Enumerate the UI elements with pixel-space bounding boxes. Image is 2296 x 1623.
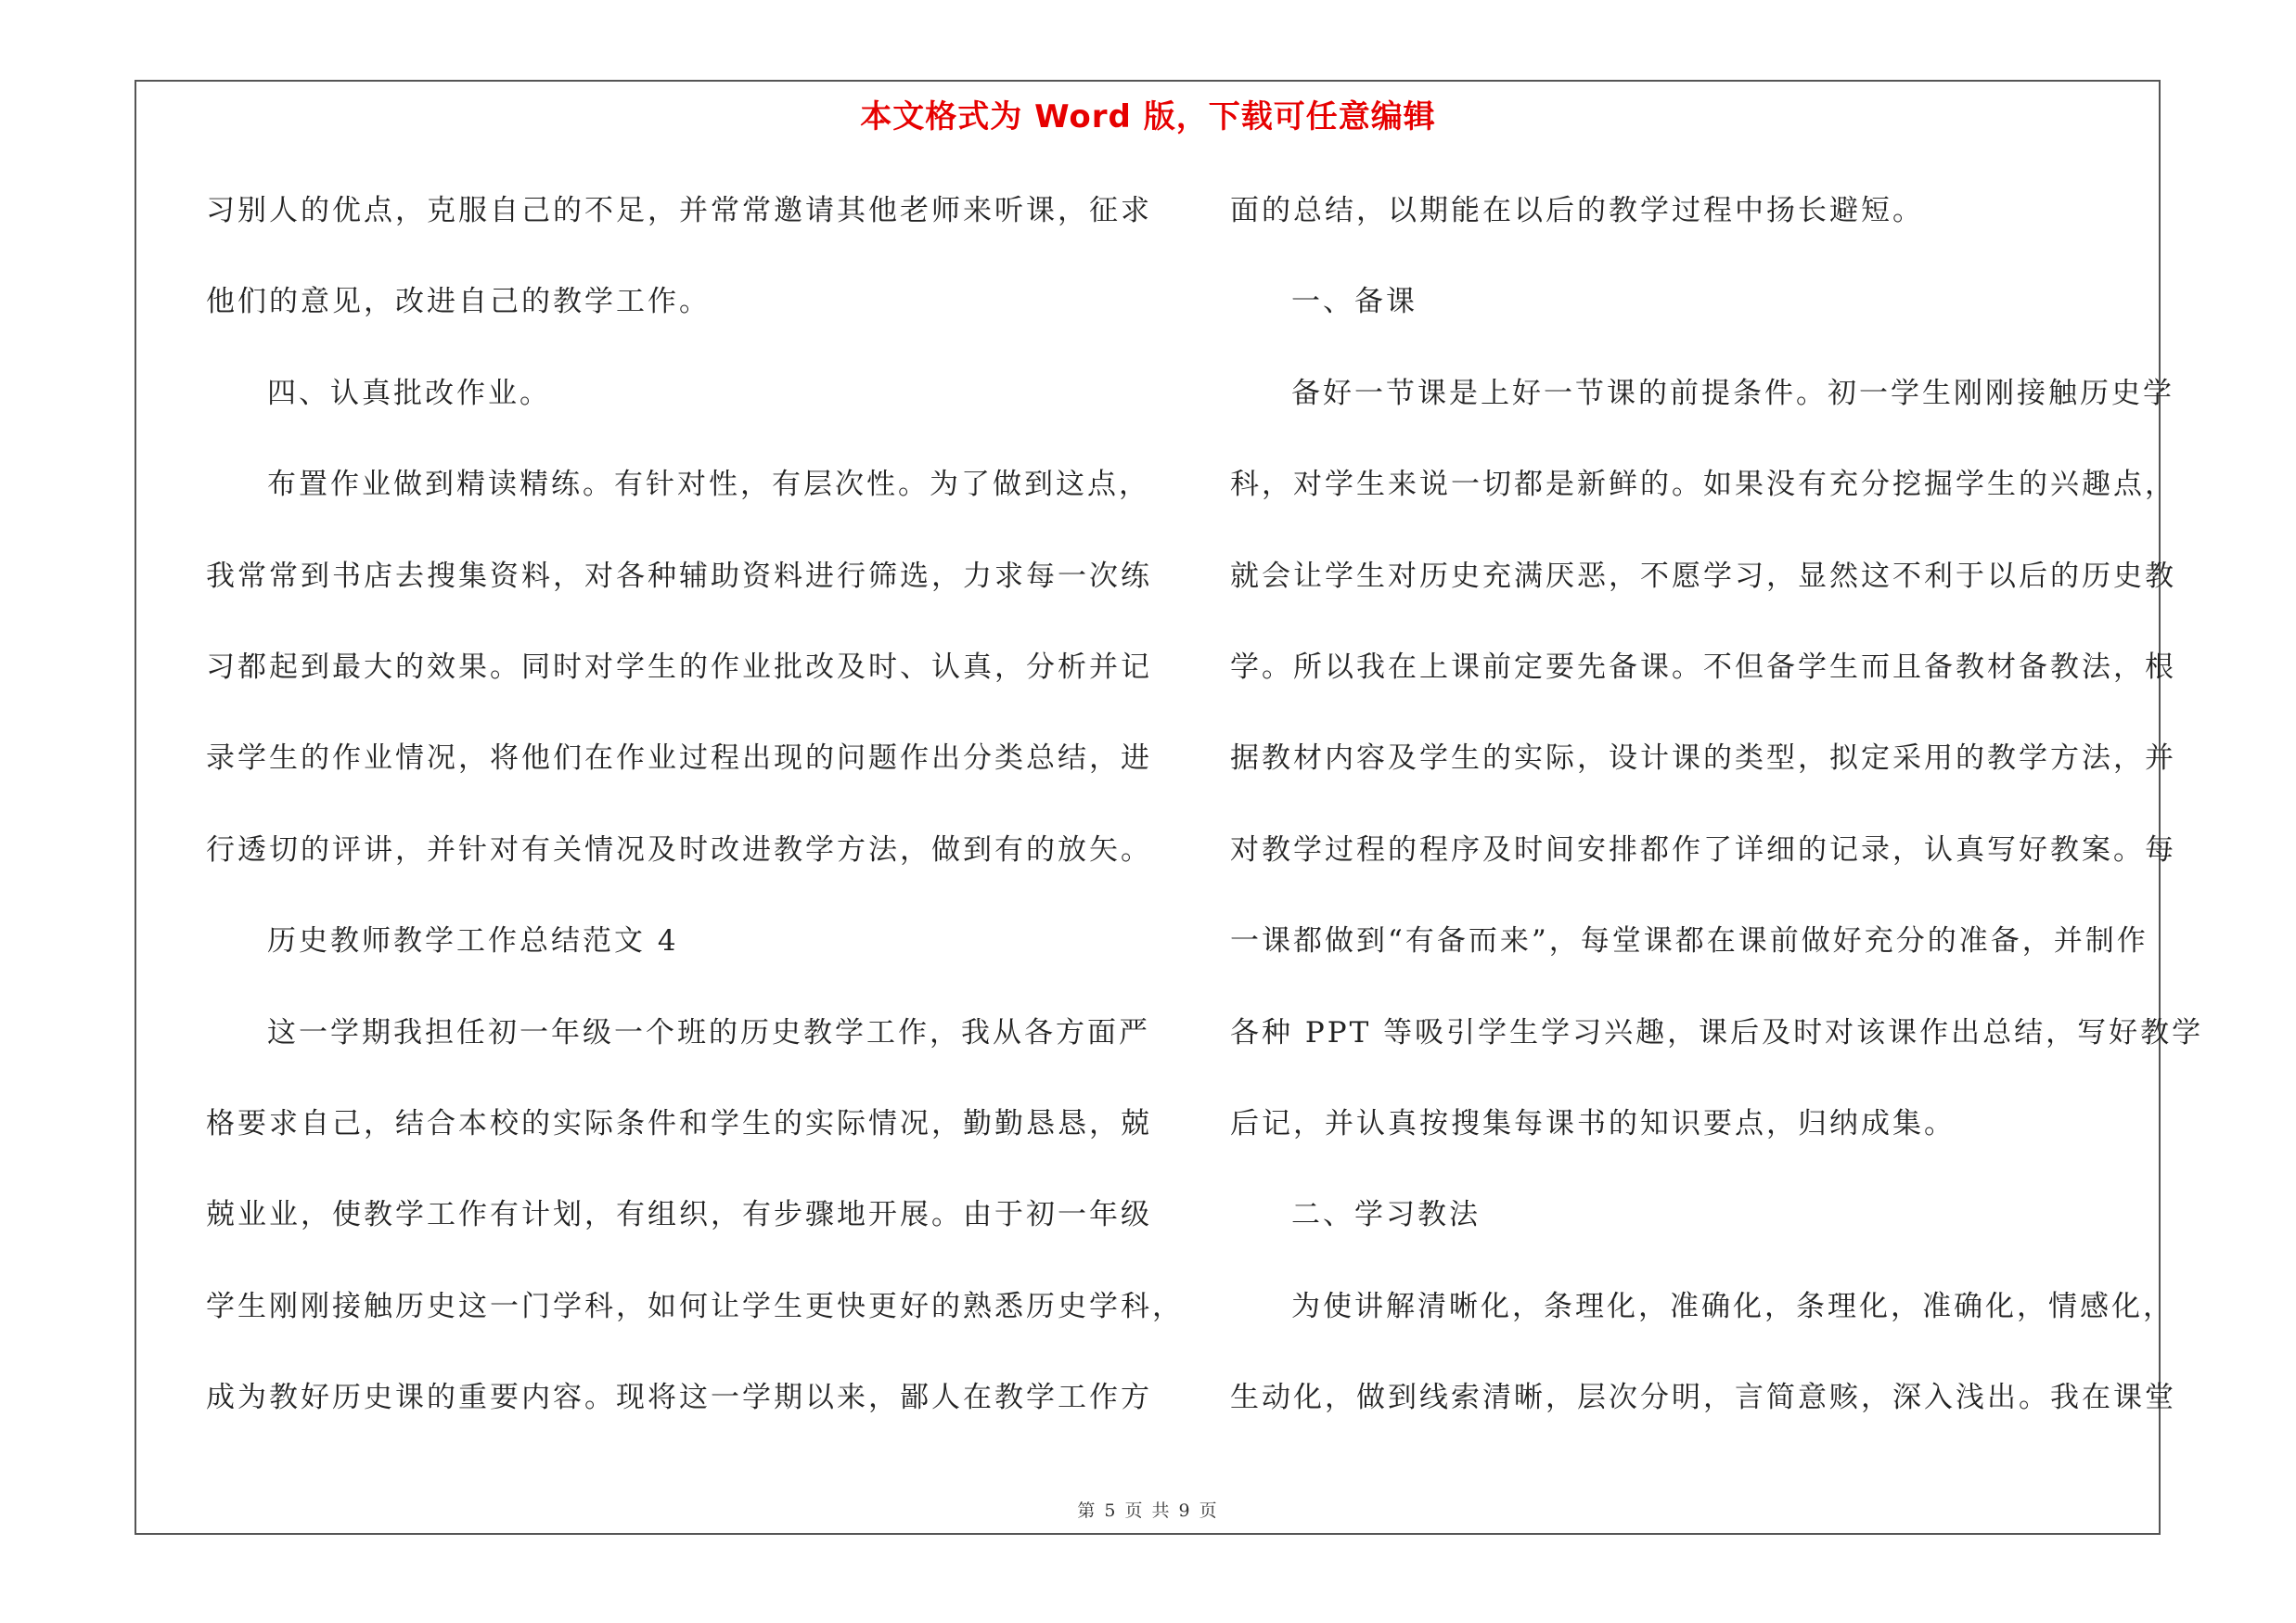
section-heading: 四、认真批改作业。 (267, 376, 551, 410)
paragraph-line: 据教材内容及学生的实际，设计课的类型，拟定采用的教学方法，并 (1230, 741, 2176, 776)
paragraph-line: 我常常到书店去搜集资料，对各种辅助资料进行筛选，力求每一次练 (206, 559, 1152, 593)
paragraph-line: 录学生的作业情况，将他们在作业过程出现的问题作出分类总结，进 (206, 741, 1152, 776)
paragraph-line: 就会让学生对历史充满厌恶，不愿学习，显然这不利于以后的历史教 (1230, 559, 2176, 593)
paragraph-line: 习都起到最大的效果。同时对学生的作业批改及时、认真，分析并记 (206, 650, 1152, 684)
paragraph-line: 后记，并认真按搜集每课书的知识要点，归纳成集。 (1230, 1106, 1956, 1140)
paragraph-line: 成为教好历史课的重要内容。现将这一学期以来，鄙人在教学工作方 (206, 1381, 1152, 1415)
paragraph-line: 格要求自己，结合本校的实际条件和学生的实际情况，勤勤恳恳，兢 (206, 1106, 1152, 1140)
right-text-column (1230, 181, 2204, 1459)
paragraph-line: 科，对学生来说一切都是新鲜的。如果没有充分挖掘学生的兴趣点， (1230, 468, 2176, 502)
paragraph-line: 行透切的评讲，并针对有关情况及时改进教学方法，做到有的放矢。 (206, 832, 1152, 867)
section-heading: 二、学习教法 (1291, 1198, 1481, 1232)
paragraph-line: 生动化，做到线索清晰，层次分明，言简意赅，深入浅出。我在课堂 (1230, 1381, 2176, 1415)
paragraph-line: 他们的意见，改进自己的教学工作。 (206, 285, 711, 319)
paragraph-line: 学。所以我在上课前定要先备课。不但备学生而且备教材备教法，根 (1230, 650, 2176, 684)
paragraph-line: 布置作业做到精读精练。有针对性，有层次性。为了做到这点， (267, 468, 1150, 502)
section-heading: 一、备课 (1291, 285, 1417, 319)
paragraph-line: 各种 PPT 等吸引学生学习兴趣，课后及时对该课作出总结，写好教学 (1230, 1015, 2204, 1050)
paragraph-line: 一课都做到“有备而来”，每堂课都在课前做好充分的准备，并制作 (1230, 924, 2148, 959)
paragraph-line: 这一学期我担任初一年级一个班的历史教学工作，我从各方面严 (267, 1015, 1150, 1050)
paragraph-line: 备好一节课是上好一节课的前提条件。初一学生刚刚接触历史学 (1291, 376, 2174, 410)
paragraph-line: 学生刚刚接触历史这一门学科，如何让学生更快更好的熟悉历史学科， (206, 1289, 1184, 1323)
article-title: 历史教师教学工作总结范文 4 (267, 924, 679, 959)
paragraph-line: 为使讲解清晰化，条理化，准确化，条理化，准确化，情感化， (1291, 1289, 2174, 1323)
paragraph-line: 兢业业，使教学工作有计划，有组织，有步骤地开展。由于初一年级 (206, 1198, 1152, 1232)
left-text-column (206, 181, 1184, 1459)
paragraph-line: 面的总结，以期能在以后的教学过程中扬长避短。 (1230, 194, 1924, 227)
page-number: 第 5 页 共 9 页 (1077, 1501, 1219, 1521)
paragraph-line: 习别人的优点，克服自己的不足，并常常邀请其他老师来听课，征求 (206, 194, 1152, 227)
format-banner: 本文格式为 Word 版，下载可任意编辑 (860, 98, 1436, 135)
paragraph-line: 对教学过程的程序及时间安排都作了详细的记录，认真写好教案。每 (1230, 832, 2176, 867)
